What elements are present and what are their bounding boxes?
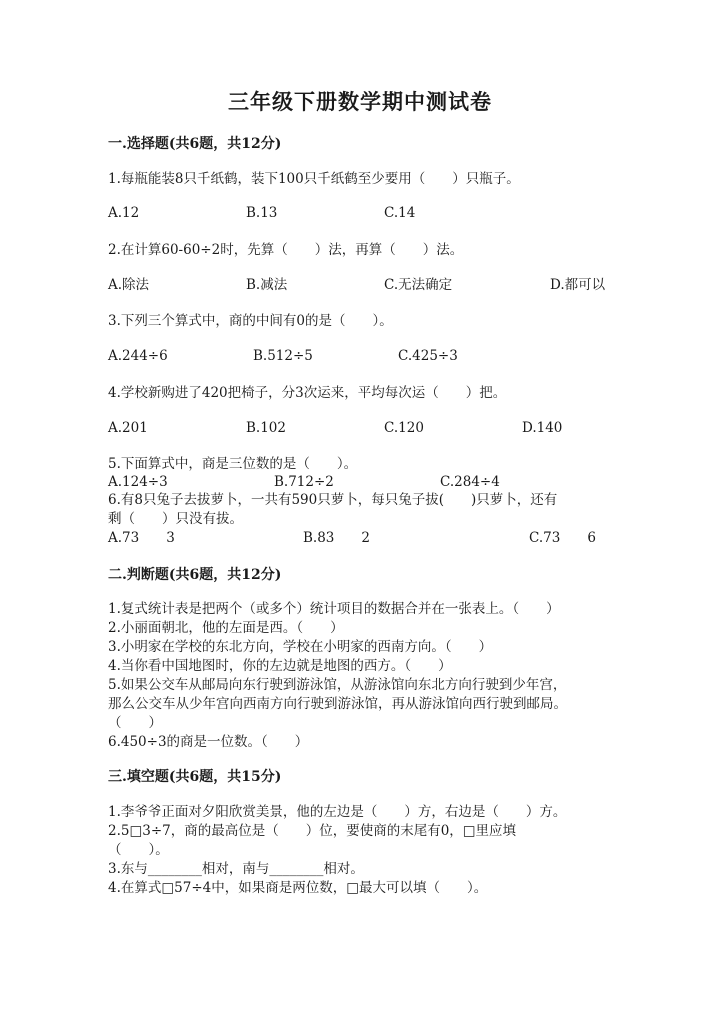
option-6b: B.83 2 [303, 530, 370, 546]
section-heading-judgement: 二.判断题(共6题，共12分) [108, 567, 282, 583]
option-3b: B.512÷5 [253, 348, 313, 364]
option-3a: A.244÷6 [108, 348, 168, 364]
option-6a: A.73 3 [108, 530, 175, 546]
question-6-line2: 剩（ ）只没有拔。 [108, 511, 243, 527]
question-6-line1: 6.有8只兔子去拔萝卜，一共有590只萝卜，每只兔子拔( )只萝卜，还有 [108, 492, 558, 508]
question-5: 5.下面算式中，商是三位数的是（ ）。 [108, 456, 358, 472]
fill-2-line1: 2.5□3÷7，商的最高位是（ ）位，要使商的末尾有0，□里应填 [108, 823, 517, 839]
statement-2: 2.小丽面朝北，他的左面是西。（ ） [108, 620, 344, 636]
option-4d: D.140 [522, 420, 563, 436]
option-1b: B.13 [246, 205, 278, 221]
option-5b: B.712÷2 [274, 474, 334, 490]
option-1c: C.14 [384, 205, 416, 221]
option-2a: A.除法 [108, 277, 150, 293]
statement-3: 3.小明家在学校的东北方向，学校在小明家的西南方向。（ ） [108, 639, 493, 655]
question-4: 4.学校新购进了420把椅子，分3次运来，平均每次运（ ）把。 [108, 385, 507, 401]
option-5a: A.124÷3 [108, 474, 168, 490]
statement-6: 6.450÷3的商是一位数。（ ） [108, 734, 309, 750]
fill-3: 3.东与________相对，南与________相对。 [108, 861, 364, 877]
option-2d: D.都可以 [550, 277, 606, 293]
statement-5-line2: 那么公交车从少年宫向西南方向行驶到游泳馆，再从游泳馆向西行驶到邮局。 [108, 696, 567, 712]
page-title: 三年级下册数学期中测试卷 [228, 89, 492, 114]
fill-4: 4.在算式□57÷4中，如果商是两位数，□最大可以填（ ）。 [108, 880, 488, 896]
fill-1: 1.李爷爷正面对夕阳欣赏美景，他的左边是（ ）方，右边是（ ）方。 [108, 804, 567, 820]
option-4a: A.201 [108, 420, 148, 436]
option-1a: A.12 [108, 205, 140, 221]
section-heading-choice: 一.选择题(共6题，共12分) [108, 136, 282, 152]
option-2b: B.减法 [246, 277, 288, 293]
statement-5-line1: 5.如果公交车从邮局向东行驶到游泳馆，从游泳馆向东北方向行驶到少年宫， [108, 677, 567, 693]
question-3: 3.下列三个算式中，商的中间有0的是（ ）。 [108, 313, 393, 329]
option-2c: C.无法确定 [384, 277, 453, 293]
statement-5-line3: （ ） [108, 715, 162, 731]
option-3c: C.425÷3 [398, 348, 458, 364]
section-heading-fill: 三.填空题(共6题，共15分) [108, 769, 282, 785]
option-4b: B.102 [246, 420, 286, 436]
fill-2-line2: （ ）。 [108, 842, 169, 858]
option-5c: C.284÷4 [440, 474, 500, 490]
statement-4: 4.当你看中国地图时，你的左边就是地图的西方。（ ） [108, 658, 452, 674]
option-6c: C.73 6 [529, 530, 596, 546]
question-1: 1.每瓶能装8只千纸鹤，装下100只千纸鹤至少要用（ ）只瓶子。 [108, 171, 520, 187]
option-4c: C.120 [384, 420, 424, 436]
statement-1: 1.复式统计表是把两个（或多个）统计项目的数据合并在一张表上。（ ） [108, 601, 560, 617]
question-2: 2.在计算60-60÷2时，先算（ ）法，再算（ ）法。 [108, 242, 464, 258]
